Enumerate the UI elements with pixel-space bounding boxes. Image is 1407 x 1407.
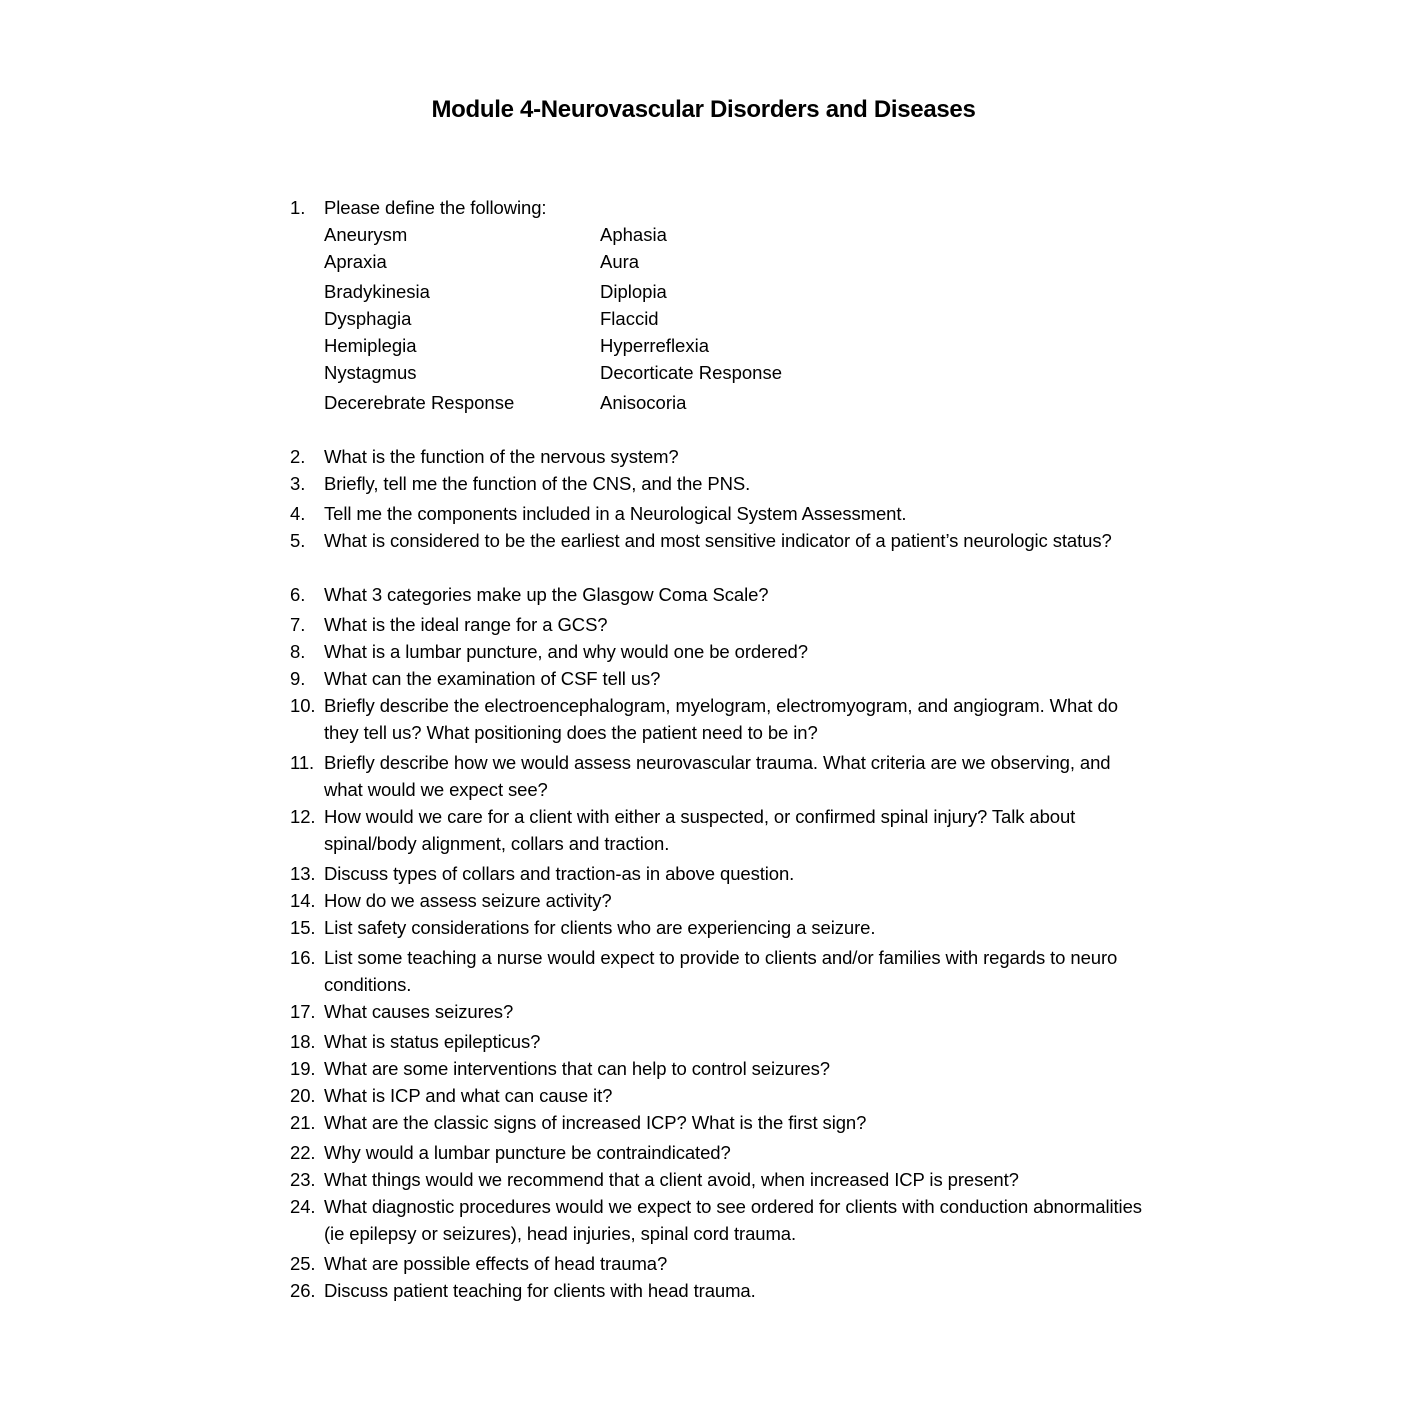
question-number: 11. — [290, 752, 315, 773]
question-text: What 3 categories make up the Glasgow Coma Scale? — [324, 584, 769, 605]
question-text: Why would a lumbar puncture be contraindicated? — [324, 1142, 731, 1163]
term: Nystagmus — [324, 362, 417, 383]
term: Decerebrate Response — [324, 392, 515, 413]
question-number: 9. — [290, 668, 306, 689]
question-text: Briefly describe how we would assess neurovascular trauma. What criteria are we observing, and what would we expect see? — [324, 752, 1111, 800]
question-text: Discuss patient teaching for clients with head trauma. — [324, 1280, 756, 1301]
question-number: 3. — [290, 473, 306, 494]
question-number: 1. — [290, 197, 306, 218]
question-text: Discuss types of collars and traction-as in above question. — [324, 863, 795, 884]
question-text: What are the classic signs of increased ICP? What is the first sign? — [324, 1112, 867, 1133]
term: Bradykinesia — [324, 281, 430, 302]
question-number: 4. — [290, 503, 306, 524]
question-text: What things would we recommend that a client avoid, when increased ICP is present? — [324, 1169, 1019, 1190]
question-number: 15. — [290, 917, 316, 938]
question-number: 23. — [290, 1169, 316, 1190]
page-title: Module 4-Neurovascular Disorders and Diseases — [431, 96, 976, 123]
question-text: What is the ideal range for a GCS? — [324, 614, 608, 635]
question-number: 19. — [290, 1058, 316, 1079]
question-text: List safety considerations for clients who are experiencing a seizure. — [324, 917, 876, 938]
question-number: 24. — [290, 1196, 316, 1217]
question-number: 10. — [290, 695, 316, 716]
question-number: 5. — [290, 530, 306, 551]
term: Aphasia — [600, 224, 667, 245]
question-text: What is the function of the nervous system? — [324, 446, 679, 467]
question-text: What is ICP and what can cause it? — [324, 1085, 613, 1106]
question-text: What are possible effects of head trauma? — [324, 1253, 668, 1274]
term: Aneurysm — [324, 224, 408, 245]
question-text: What can the examination of CSF tell us? — [324, 668, 661, 689]
question-text: Briefly, tell me the function of the CNS, and the PNS. — [324, 473, 751, 494]
question-number: 26. — [290, 1280, 316, 1301]
term: Dysphagia — [324, 308, 412, 329]
question-number: 22. — [290, 1142, 316, 1163]
question-text: What is status epilepticus? — [324, 1031, 541, 1052]
question-text: What is considered to be the earliest and most sensitive indicator of a patient’s neurologic status? — [324, 530, 1112, 551]
question-text: Please define the following: — [324, 197, 547, 218]
question-number: 8. — [290, 641, 306, 662]
question-text: How do we assess seizure activity? — [324, 890, 612, 911]
question-text: What causes seizures? — [324, 1001, 514, 1022]
question-number: 21. — [290, 1112, 316, 1133]
question-number: 18. — [290, 1031, 316, 1052]
question-number: 13. — [290, 863, 316, 884]
question-number: 14. — [290, 890, 316, 911]
term: Aura — [600, 251, 640, 272]
question-text: Tell me the components included in a Neurological System Assessment. — [324, 503, 907, 524]
question-number: 12. — [290, 806, 316, 827]
question-text: What is a lumbar puncture, and why would one be ordered? — [324, 641, 808, 662]
term: Hemiplegia — [324, 335, 417, 356]
term: Diplopia — [600, 281, 667, 302]
question-text: What are some interventions that can help to control seizures? — [324, 1058, 830, 1079]
question-text: What diagnostic procedures would we expect to see ordered for clients with conduction abnormalities (ie epilepsy or seizures), head injuries, spinal cord trauma. — [324, 1196, 1142, 1244]
question-number: 25. — [290, 1253, 316, 1274]
term: Apraxia — [324, 251, 387, 272]
question-text: List some teaching a nurse would expect to provide to clients and/or families with regards to neuro conditions. — [324, 947, 1118, 995]
question-number: 7. — [290, 614, 306, 635]
question-number: 20. — [290, 1085, 316, 1106]
term: Flaccid — [600, 308, 659, 329]
question-text: How would we care for a client with either a suspected, or confirmed spinal injury? Talk about spinal/body alignment, collars and traction. — [324, 806, 1076, 854]
term: Hyperreflexia — [600, 335, 709, 356]
question-number: 17. — [290, 1001, 316, 1022]
question-number: 2. — [290, 446, 306, 467]
term: Decorticate Response — [600, 362, 783, 383]
question-text: Briefly describe the electroencephalogram, myelogram, electromyogram, and angiogram. What do they tell us? What positioning does the patient need to be in? — [324, 695, 1118, 743]
term: Anisocoria — [600, 392, 687, 413]
question-number: 16. — [290, 947, 316, 968]
question-number: 6. — [290, 584, 306, 605]
